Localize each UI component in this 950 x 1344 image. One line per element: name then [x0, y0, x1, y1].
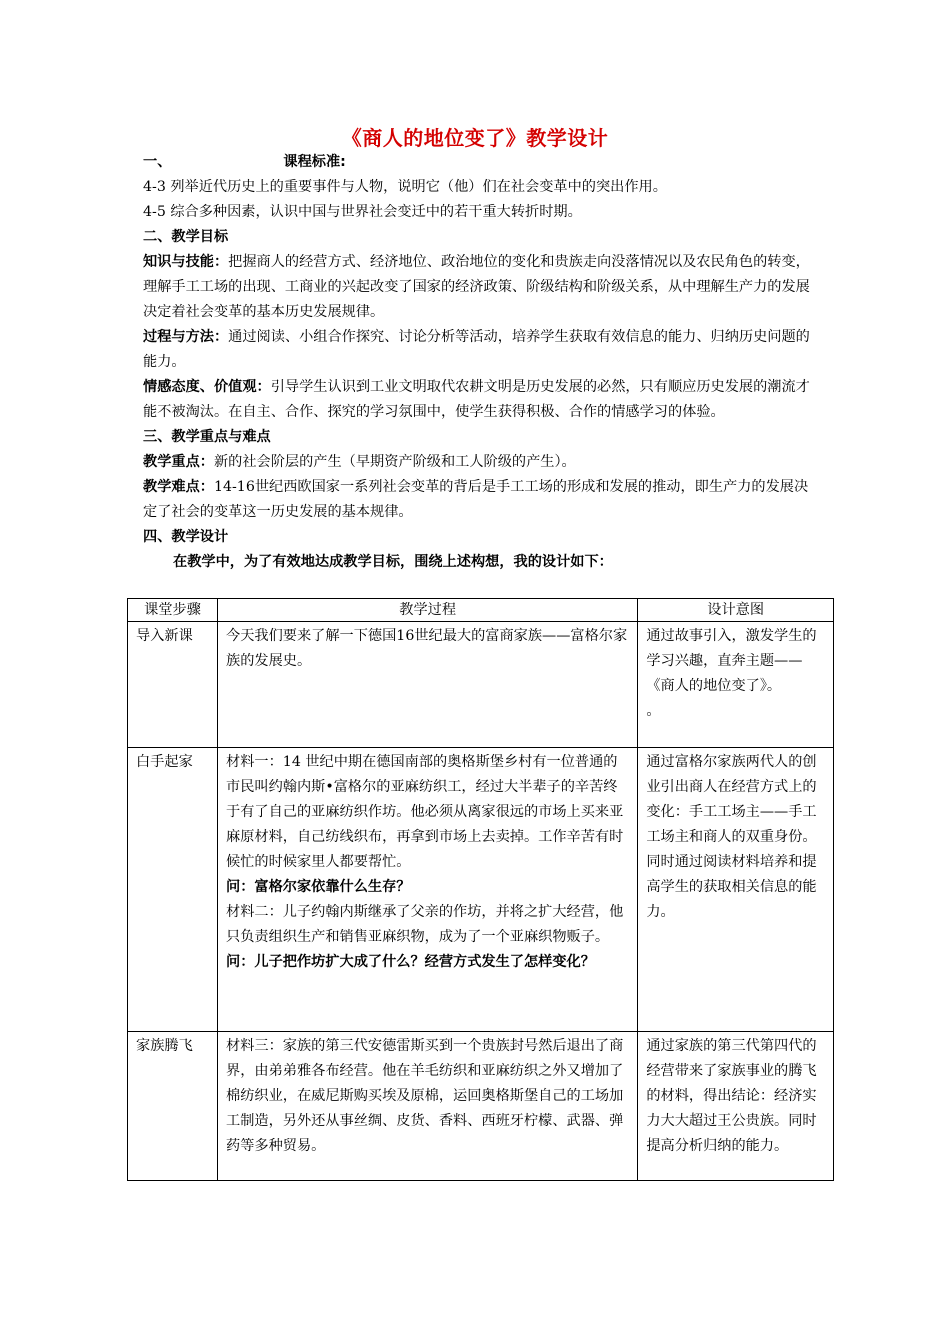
goal-knowledge	[143, 250, 813, 325]
process-cell	[218, 1032, 638, 1181]
question-text: 问：富格尔家依靠什么生存？	[226, 879, 411, 895]
intent-cell	[638, 748, 834, 1032]
teaching-design-table	[127, 598, 834, 1181]
question-text: 问：儿子把作坊扩大成了什么？经营方式发生了怎样变化？	[226, 954, 595, 970]
difficulty-text: 14-16世纪西欧国家一系列社会变革的背后是手工工场的形成和发展的推动，即生产力的发展决定了社会的变革这一历史发展的基本规律。	[143, 479, 809, 520]
section-4-intro: 在教学中，为了有效地达成教学目标，围绕上述构想，我的设计如下：	[173, 554, 613, 570]
table-row	[128, 1032, 834, 1181]
intent-cell	[638, 622, 834, 748]
header-intent: 设计意图	[638, 599, 834, 622]
process-cell	[218, 622, 638, 748]
process-text: 材料一：14 世纪中期在德国南部的奥格斯堡乡村有一位普通的市民叫约翰内斯•富格尔的亚麻纺织工，经过大半辈子的辛苦终于有了自己的亚麻纺织作坊。他必须从离家很远的市场上买来亚麻原材料，自己纺线织布，再拿到市场上去卖掉。工作辛苦有时候忙的时候家里人都要帮忙。	[226, 754, 624, 870]
process-cell	[218, 748, 638, 1032]
header-step: 课堂步骤	[128, 599, 218, 622]
goal-label: 知识与技能：	[143, 254, 229, 270]
difficulty-label: 教学难点：	[143, 479, 214, 495]
goal-attitude	[143, 375, 813, 425]
intent-cell	[638, 1032, 834, 1181]
step-cell: 导入新课	[128, 622, 218, 748]
process-text: 材料二：儿子约翰内斯继承了父亲的作坊，并将之扩大经营，他只负责组织生产和销售亚麻织物，成为了一个亚麻织物贩子。	[226, 904, 624, 945]
process-text: 材料三：家族的第三代安德雷斯买到一个贵族封号然后退出了商界，由弟弟雅各布经营。他在羊毛纺织和亚麻纺织之外又增加了棉纺织业，在威尼斯购买埃及原棉，运回奥格斯堡自己的工场加工制造，另外还从事丝绸、皮货、香料、西班牙柠檬、武器、弹药等多种贸易。	[226, 1038, 624, 1154]
step-cell: 白手起家	[128, 748, 218, 1032]
goal-process	[143, 325, 813, 375]
table-row	[128, 748, 834, 1032]
step-cell: 家族腾飞	[128, 1032, 218, 1181]
goal-label: 过程与方法：	[143, 329, 229, 345]
intent-extra: 。	[646, 703, 661, 719]
section-1-number: 一、	[143, 154, 172, 170]
table-header-row	[128, 599, 834, 622]
standard-item: 4-3 列举近代历史上的重要事件与人物，说明它（他）们在社会变革中的突出作用。	[143, 179, 667, 195]
focus-point	[143, 450, 813, 475]
goal-text: 通过阅读、小组合作探究、讨论分析等活动，培养学生获取有效信息的能力、归纳历史问题的能力。	[143, 329, 810, 370]
focus-label: 教学重点：	[143, 454, 214, 470]
process-text: 今天我们要来了解一下德国16世纪最大的富商家族——富格尔家族的发展史。	[226, 628, 628, 669]
difficulty-point	[143, 475, 813, 525]
content	[143, 150, 813, 575]
intent-text: 通过富格尔家族两代人的创业引出商人在经营方式上的变化：手工工场主——手工工场主和商人的双重身份。	[646, 754, 817, 845]
section-3-heading: 三、教学重点与难点	[143, 429, 271, 445]
section-1-title: 课程标准:	[283, 154, 346, 170]
goal-text: 引导学生认识到工业文明取代农耕文明是历史发展的必然，只有顺应历史发展的潮流才能不被淘汰。在自主、合作、探究的学习氛围中，使学生获得积极、合作的情感学习的体验。	[143, 379, 810, 420]
section-1-heading	[143, 150, 813, 175]
goal-text: 把握商人的经营方式、经济地位、政治地位的变化和贵族走向没落情况以及农民角色的转变，理解手工工场的出现、工商业的兴起改变了国家的经济政策、阶级结构和阶级关系，从中理解生产力的发展决定着社会变革的基本历史发展规律。	[143, 254, 810, 320]
intent-text: 通过故事引入，激发学生的学习兴趣，直奔主题——《商人的地位变了》。	[646, 628, 817, 694]
section-4-heading: 四、教学设计	[143, 529, 229, 545]
standard-item: 4-5 综合多种因素，认识中国与世界社会变迁中的若干重大转折时期。	[143, 204, 582, 220]
intent-text: 通过家族的第三代第四代的经营带来了家族事业的腾飞的材料，得出结论：经济实力大大超过王公贵族。同时提高分析归纳的能力。	[646, 1038, 817, 1154]
page-title: 《商人的地位变了》教学设计	[341, 126, 609, 150]
section-2-heading: 二、教学目标	[143, 229, 229, 245]
header-process: 教学过程	[218, 599, 638, 622]
intent-extra: 同时通过阅读材料培养和提高学生的获取相关信息的能力。	[646, 854, 817, 920]
table-row	[128, 622, 834, 748]
goal-label: 情感态度、价值观：	[143, 379, 271, 395]
focus-text: 新的社会阶层的产生（早期资产阶级和工人阶级的产生）。	[213, 454, 576, 470]
